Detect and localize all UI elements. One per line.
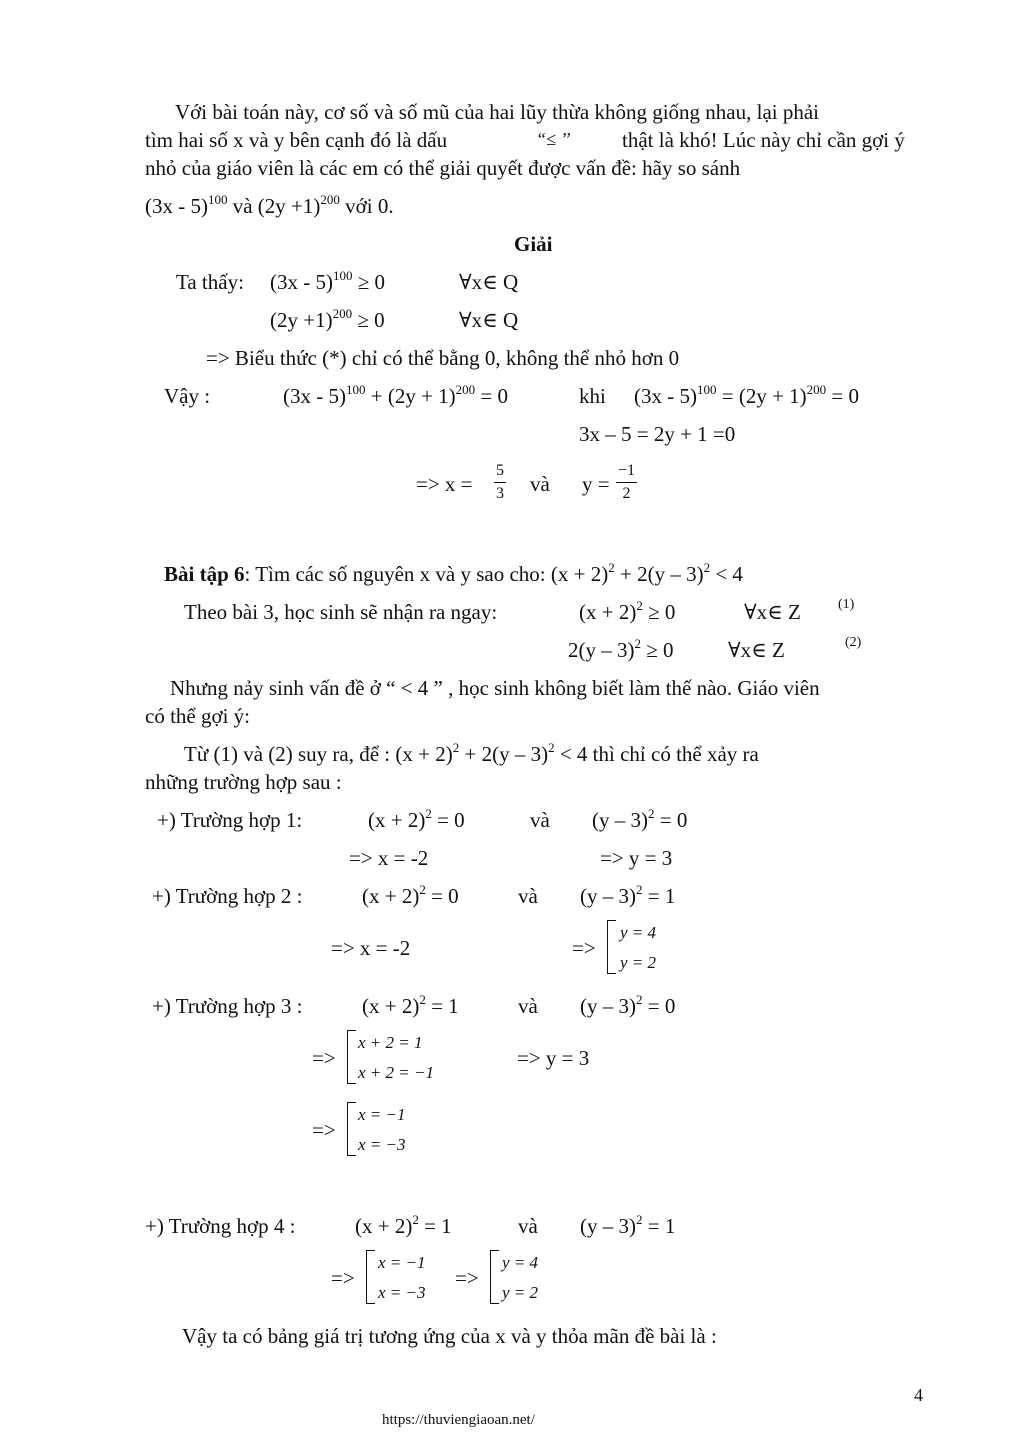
case-4-arrow-1: =>	[331, 1266, 355, 1290]
case-3-eq-a: $(x + 2)^2 = 1$	[362, 992, 459, 1018]
case-4-and: và	[518, 1214, 538, 1238]
case-4-y2: y = 2	[502, 1283, 539, 1302]
intro-line-3: nhỏ của giáo viên là các em có thể giải quyết được vấn đề: hãy so sánh	[145, 156, 741, 180]
case-2-y1: y = 4	[620, 923, 657, 942]
expr-2: $(2y +1)^{200} \ge 0$	[270, 306, 385, 332]
case-3-sys-4: x = −3	[358, 1135, 406, 1154]
forall-q-2: ∀x∈ Q	[459, 308, 519, 332]
case-3-arrow-2: =>	[312, 1118, 336, 1142]
case-4-bracket-2	[490, 1250, 499, 1304]
leq-symbol: “≤ ’’	[536, 129, 571, 149]
tu-line-2: những trường hợp sau :	[145, 770, 342, 794]
nhung-line-2: có thể gợi ý:	[145, 704, 250, 728]
case-3-bracket-2	[347, 1102, 356, 1156]
linear-equation: 3x – 5 = 2y + 1 =0	[579, 422, 736, 446]
case-3-sys-1: x + 2 = 1	[358, 1033, 423, 1052]
and-label: và	[530, 472, 550, 496]
case-4-label: +) Trường hợp 4 :	[145, 1214, 296, 1238]
case-3-eq-b: (y – 3)$^2$ = 0	[580, 992, 676, 1018]
forall-z-2: ∀x∈ Z	[728, 638, 785, 662]
solution-title: Giải	[514, 232, 553, 256]
case-3-sys-2: x + 2 = −1	[358, 1063, 434, 1082]
case-2-eq-b: (y – 3)$^2$ = 1	[580, 882, 676, 908]
ta-thay-label: Ta thấy:	[176, 270, 244, 294]
tag-2: (2)	[845, 635, 862, 650]
fraction-x: 5 3	[496, 462, 504, 502]
expr-1: (3x - 5)$^{100}$ ≥ 0	[270, 268, 386, 294]
case-2-bracket	[607, 920, 616, 974]
conclusion-line: => Biểu thức (*) chỉ có thể bằng 0, không thể nhỏ hơn 0	[206, 346, 680, 370]
fraction-y: −1 2	[618, 462, 636, 502]
exercise-6-heading: Bài tập 6: Tìm các số nguyên x và y sao cho: $(x + 2)^2 + 2(y - 3)^2 < 4$	[164, 560, 743, 586]
case-3-arrow-1: =>	[312, 1046, 336, 1070]
case-2-and: và	[518, 884, 538, 908]
tu-line-1: Từ (1) và (2) suy ra, để : $(x + 2)^2 + 2(y - 3)^2 < 4$ thì chỉ có thể xảy ra	[184, 740, 759, 766]
case-2-arrow: =>	[572, 936, 596, 960]
ineq-1: $(x + 2)^2 \ge 0$	[579, 598, 676, 624]
intro-line-4: (3x - 5)$^{100}$ và $(2y +1)^{200}$ với 0.	[145, 192, 394, 218]
intro-line-2b: thật là khó! Lúc này chỉ cần gợi ý	[622, 128, 905, 152]
case-1-label: +) Trường hợp 1:	[157, 808, 303, 832]
case-4-y1: y = 4	[502, 1253, 539, 1272]
case-4-x2: x = −3	[378, 1283, 426, 1302]
case-4-eq-b: (y – 3)$^2$ = 1	[580, 1212, 676, 1238]
case-1-eq-a: $(x + 2)^2 = 0$	[368, 806, 465, 832]
forall-z-1: ∀x∈ Z	[744, 600, 801, 624]
case-1-y: => y = 3	[600, 846, 673, 870]
intro-line-1: Với bài toán này, cơ số và số mũ của hai lũy thừa không giống nhau, lại phải	[175, 100, 820, 124]
case-3-y: => y = 3	[517, 1046, 590, 1070]
khi-expression: $(3x - 5)^{100} = (2y + 1)^{200} = 0$	[634, 382, 860, 408]
page-number: 4	[914, 1385, 923, 1405]
case-1-and: và	[530, 808, 550, 832]
case-3-and: và	[518, 994, 538, 1018]
case-2-eq-a: $(x + 2)^2 = 0$	[362, 882, 459, 908]
case-3-label: +) Trường hợp 3 :	[152, 994, 303, 1018]
case-4-arrow-2: =>	[455, 1266, 479, 1290]
case-4-x1: x = −1	[378, 1253, 426, 1272]
theo-bai-3: Theo bài 3, học sinh sẽ nhận ra ngay:	[184, 600, 498, 624]
case-4-eq-a: $(x + 2)^2 = 1$	[355, 1212, 452, 1238]
footer-url[interactable]: https://thuviengiaoan.net/	[382, 1412, 535, 1428]
case-4-bracket-1	[366, 1250, 375, 1304]
case-2-y2: y = 2	[620, 953, 657, 972]
case-3-sys-3: x = −1	[358, 1105, 406, 1124]
vay-expression: $(3x - 5)^{100} + (2y + 1)^{200} = 0$	[283, 382, 509, 408]
intro-line-2a: tìm hai số x và y bên cạnh đó là dấu	[145, 128, 448, 152]
result-y-label: y =	[582, 472, 610, 496]
vay-label: Vậy :	[164, 384, 211, 408]
forall-q-1: ∀x∈ Q	[459, 270, 519, 294]
closing-line: Vậy ta có bảng giá trị tương ứng của x và y thỏa mãn đề bài là :	[182, 1324, 717, 1348]
tag-1: (1)	[838, 597, 855, 612]
case-1-x: => x = -2	[349, 846, 429, 870]
nhung-line-1: Nhưng nảy sinh vấn đề ở “ < 4 ” , học sinh không biết làm thế nào. Giáo viên	[170, 676, 820, 700]
case-1-eq-b: (y – 3)$^2$ = 0	[592, 806, 688, 832]
case-3-bracket-1	[347, 1030, 356, 1084]
result-x-label: => x =	[416, 472, 473, 496]
ineq-2: 2(y – 3)$^2$ ≥ 0	[568, 636, 674, 662]
khi-label: khi	[579, 384, 606, 408]
case-2-label: +) Trường hợp 2 :	[152, 884, 303, 908]
case-2-x: => x = -2	[331, 936, 411, 960]
